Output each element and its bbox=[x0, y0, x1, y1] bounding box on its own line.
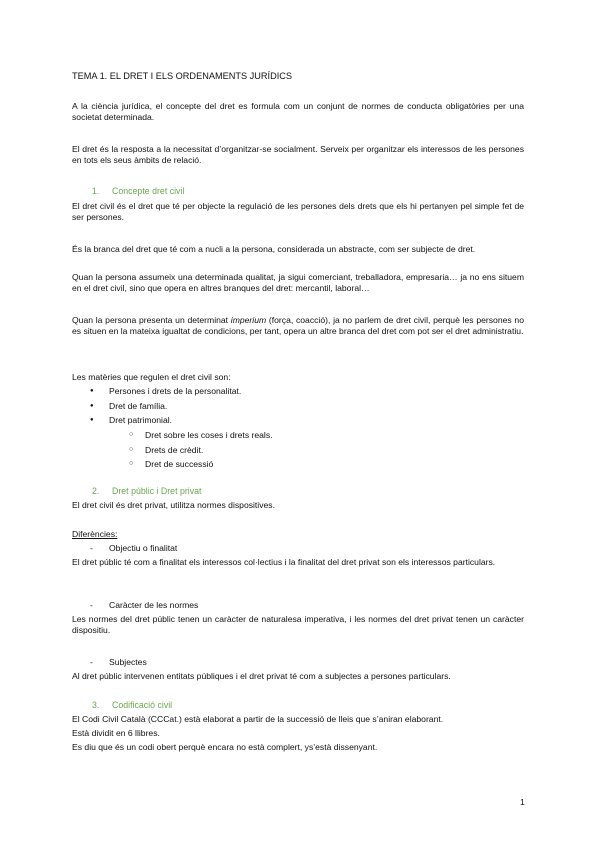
patrimonial-sublist bbox=[145, 428, 273, 472]
difference-2-text: Les normes del dret públic tenen un caràcter de naturalesa imperativa, i les normes del dret privat tenen un caràcter dispositiu. bbox=[72, 614, 524, 635]
document-title: TEMA 1. EL DRET I ELS ORDENAMENTS JURÍDICS bbox=[72, 71, 293, 81]
difference-3-text: Al dret públic intervenen entitats públiques i el dret privat té com a subjectes a persones particulars. bbox=[72, 671, 451, 681]
list-item: ● Dret de família. bbox=[109, 399, 241, 414]
section-3-title: Codificació civil bbox=[112, 700, 173, 710]
dash-marker: - bbox=[90, 543, 93, 553]
section-1-paragraph-2: És la branca del dret que té com a nucli a la persona, considerada un abstracte, com ser subjecte de dret. bbox=[72, 244, 476, 254]
difference-1-title: Objectiu o finalitat bbox=[109, 543, 178, 553]
list-item: ● Persones i drets de la personalitat. bbox=[109, 384, 241, 399]
differences-label: Diferències: bbox=[72, 529, 118, 539]
list-item: ○ Dret de successió bbox=[145, 457, 273, 472]
difference-1-text: El dret públic té com a finalitat els interessos col·lectius i la finalitat del dret privat son els interessos particulars. bbox=[72, 557, 496, 567]
section-3-number: 3. bbox=[92, 700, 100, 710]
section-2-number: 2. bbox=[92, 486, 100, 496]
section-3-line-2: Està dividit en 6 llibres. bbox=[72, 728, 160, 738]
page-number: 1 bbox=[520, 797, 525, 807]
list-item: ● Dret patrimonial. bbox=[109, 413, 241, 428]
section-2-paragraph-1: El dret civil és dret privat, utilitza normes dispositives. bbox=[72, 500, 275, 510]
paragraph-4-part-1: Quan la persona presenta un determinat bbox=[72, 315, 231, 325]
list-item: ○ Drets de crèdit. bbox=[145, 443, 273, 458]
section-1-paragraph-5: Les matèries que regulen el dret civil son: bbox=[72, 372, 231, 382]
section-1-paragraph-3: Quan la persona assumeix una determinada qualitat, ja sigui comerciant, treballadora, empresaria… ja no ens situem en el dret civil, sino que opera en altres branques del dret: mercantil, laboral… bbox=[72, 272, 524, 293]
section-3-line-3: Es diu que és un codi obert perquè encara no està complert, ys’està dissenyant. bbox=[72, 742, 378, 752]
dash-marker: - bbox=[90, 600, 93, 610]
matters-list bbox=[109, 384, 241, 428]
section-2-heading bbox=[92, 486, 201, 497]
dash-marker: - bbox=[90, 657, 93, 667]
difference-2-title: Caràcter de les normes bbox=[109, 600, 199, 610]
intro-paragraph-2: El dret és la resposta a la necessitat d’organitzar-se socialment. Serveix per organitzar els interessos de les persones en tots els seus àmbits de relació. bbox=[72, 144, 524, 165]
section-1-number: 1. bbox=[92, 186, 100, 196]
section-1-heading bbox=[92, 186, 184, 197]
section-1-title: Concepte dret civil bbox=[112, 186, 185, 196]
difference-3-title: Subjectes bbox=[109, 657, 147, 667]
imperium-term: imperium bbox=[230, 315, 267, 325]
section-2-title: Dret públic i Dret privat bbox=[112, 486, 202, 496]
section-1-paragraph-1: El dret civil és el dret que té per objecte la regulació de les persones dels drets que els hi pertanyen pel simple fet de ser persones. bbox=[72, 201, 524, 222]
section-3-heading bbox=[92, 700, 172, 711]
intro-paragraph-1: A la ciència jurídica, el concepte del dret es formula com un conjunt de normes de conducta obligatòries per una societat determinada. bbox=[72, 101, 524, 122]
section-3-line-1: El Codi Civil Català (CCCat.) està elaborat a partir de la successió de lleis que s’aniran elaborant. bbox=[72, 714, 444, 724]
list-item: ○ Dret sobre les coses i drets reals. bbox=[145, 428, 273, 443]
section-1-paragraph-4 bbox=[72, 315, 524, 337]
paragraph-4-part-2: (força, coacció), ja no parlem de dret civil, perquè les persones no es situen en la mateixa igualtat de condicions, per tant, opera un altre branca del dret com pot ser el dret administratiu. bbox=[72, 315, 524, 336]
